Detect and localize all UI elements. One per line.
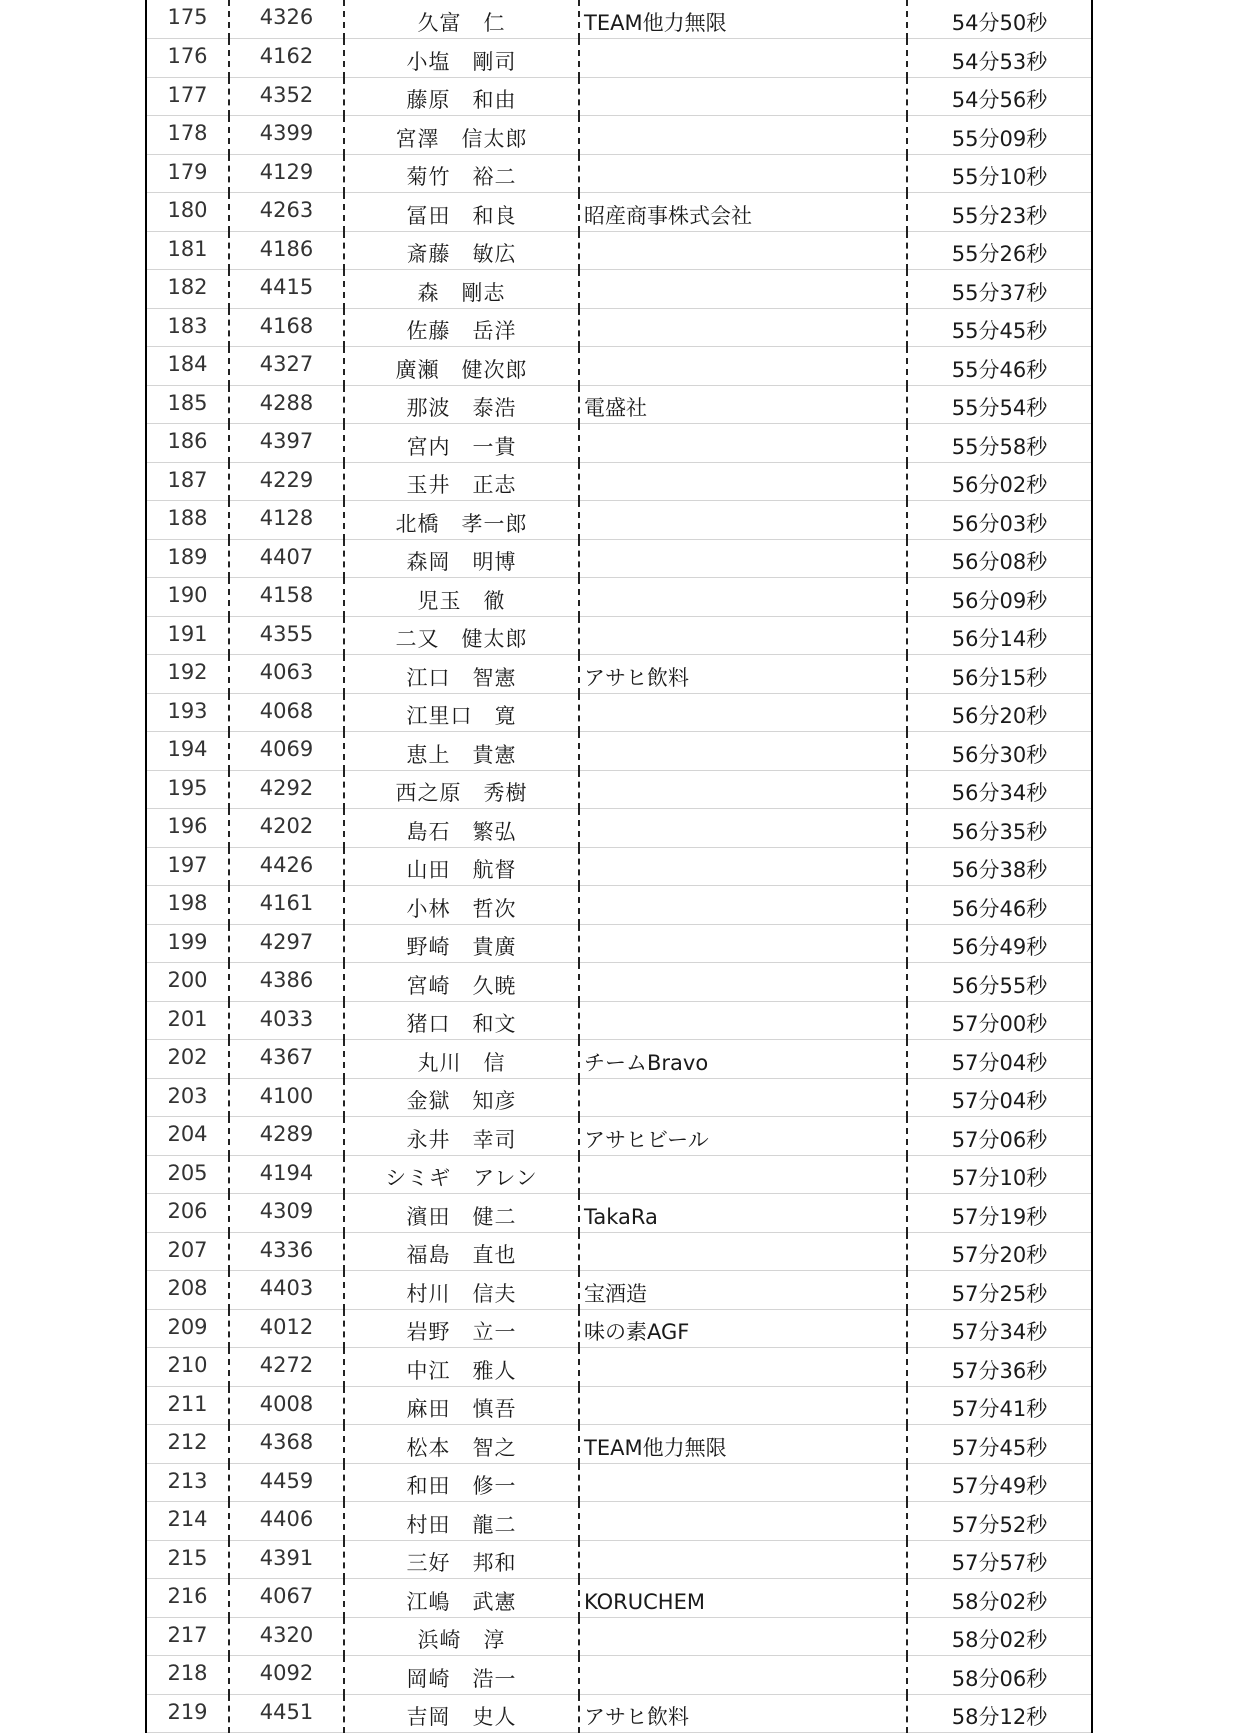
finish-time-cell: 55分10秒 [907, 154, 1091, 193]
table-row [147, 462, 1091, 501]
runner-name-cell: 森 剛志 [344, 270, 579, 309]
bib-number-cell: 4161 [229, 886, 344, 925]
team-name-cell [579, 39, 907, 78]
table-row [147, 847, 1091, 886]
runner-name-cell: 麻田 慎吾 [344, 1386, 579, 1425]
runner-name-cell: 濱田 健二 [344, 1194, 579, 1233]
rank-cell: 200 [147, 963, 229, 1002]
runner-name-cell: 藤原 和由 [344, 77, 579, 116]
runner-name-cell: 福島 直也 [344, 1232, 579, 1271]
finish-time-cell: 56分03秒 [907, 501, 1091, 540]
runner-name-cell: 中江 雅人 [344, 1348, 579, 1387]
table-row [147, 578, 1091, 617]
runner-name-cell: 菊竹 裕二 [344, 154, 579, 193]
bib-number-cell: 4067 [229, 1579, 344, 1618]
table-row [147, 924, 1091, 963]
bib-number-cell: 4352 [229, 77, 344, 116]
team-name-cell [579, 1656, 907, 1695]
rank-cell: 175 [147, 0, 229, 39]
team-name-cell: TEAM他力無限 [579, 1425, 907, 1464]
rank-cell: 199 [147, 924, 229, 963]
table-row [147, 1155, 1091, 1194]
bib-number-cell: 4459 [229, 1463, 344, 1502]
finish-time-cell: 57分04秒 [907, 1040, 1091, 1079]
team-name-cell: TEAM他力無限 [579, 0, 907, 39]
results-sheet [145, 0, 1093, 1733]
rank-cell: 194 [147, 732, 229, 771]
finish-time-cell: 54分53秒 [907, 39, 1091, 78]
table-row [147, 963, 1091, 1002]
bib-number-cell: 4186 [229, 231, 344, 270]
team-name-cell [579, 462, 907, 501]
team-name-cell [579, 963, 907, 1002]
runner-name-cell: 丸川 信 [344, 1040, 579, 1079]
table-row [147, 1656, 1091, 1695]
rank-cell: 213 [147, 1463, 229, 1502]
bib-number-cell: 4100 [229, 1078, 344, 1117]
team-name-cell: アサヒ飲料 [579, 1694, 907, 1733]
table-row [147, 154, 1091, 193]
finish-time-cell: 56分38秒 [907, 847, 1091, 886]
rank-cell: 210 [147, 1348, 229, 1387]
table-row [147, 1078, 1091, 1117]
rank-cell: 178 [147, 116, 229, 155]
team-name-cell: 味の素AGF [579, 1309, 907, 1348]
bib-number-cell: 4263 [229, 193, 344, 232]
table-row [147, 347, 1091, 386]
team-name-cell [579, 1617, 907, 1656]
rank-cell: 209 [147, 1309, 229, 1348]
bib-number-cell: 4368 [229, 1425, 344, 1464]
runner-name-cell: 村川 信夫 [344, 1271, 579, 1310]
finish-time-cell: 57分36秒 [907, 1348, 1091, 1387]
finish-time-cell: 56分49秒 [907, 924, 1091, 963]
runner-name-cell: 江嶋 武憲 [344, 1579, 579, 1618]
table-row [147, 732, 1091, 771]
bib-number-cell: 4158 [229, 578, 344, 617]
runner-name-cell: 野崎 貴廣 [344, 924, 579, 963]
bib-number-cell: 4355 [229, 616, 344, 655]
runner-name-cell: 小塩 剛司 [344, 39, 579, 78]
table-row [147, 1232, 1091, 1271]
team-name-cell [579, 1155, 907, 1194]
bib-number-cell: 4451 [229, 1694, 344, 1733]
team-name-cell [579, 578, 907, 617]
bib-number-cell: 4397 [229, 424, 344, 463]
rank-cell: 190 [147, 578, 229, 617]
finish-time-cell: 56分46秒 [907, 886, 1091, 925]
rank-cell: 207 [147, 1232, 229, 1271]
bib-number-cell: 4320 [229, 1617, 344, 1656]
finish-time-cell: 55分26秒 [907, 231, 1091, 270]
finish-time-cell: 55分45秒 [907, 308, 1091, 347]
rank-cell: 219 [147, 1694, 229, 1733]
finish-time-cell: 57分57秒 [907, 1540, 1091, 1579]
rank-cell: 197 [147, 847, 229, 886]
bib-number-cell: 4406 [229, 1502, 344, 1541]
rank-cell: 211 [147, 1386, 229, 1425]
table-row [147, 1194, 1091, 1233]
table-row [147, 308, 1091, 347]
runner-name-cell: 二又 健太郎 [344, 616, 579, 655]
rank-cell: 191 [147, 616, 229, 655]
finish-time-cell: 57分10秒 [907, 1155, 1091, 1194]
rank-cell: 189 [147, 539, 229, 578]
rank-cell: 184 [147, 347, 229, 386]
rank-cell: 215 [147, 1540, 229, 1579]
bib-number-cell: 4129 [229, 154, 344, 193]
runner-name-cell: 吉岡 史人 [344, 1694, 579, 1733]
table-row [147, 886, 1091, 925]
table-row [147, 270, 1091, 309]
finish-time-cell: 57分52秒 [907, 1502, 1091, 1541]
team-name-cell [579, 308, 907, 347]
rank-cell: 185 [147, 385, 229, 424]
table-row [147, 39, 1091, 78]
rank-cell: 205 [147, 1155, 229, 1194]
team-name-cell [579, 231, 907, 270]
rank-cell: 193 [147, 693, 229, 732]
bib-number-cell: 4168 [229, 308, 344, 347]
table-row [147, 1579, 1091, 1618]
finish-time-cell: 56分35秒 [907, 809, 1091, 848]
bib-number-cell: 4068 [229, 693, 344, 732]
team-name-cell [579, 1348, 907, 1387]
finish-time-cell: 56分14秒 [907, 616, 1091, 655]
bib-number-cell: 4415 [229, 270, 344, 309]
finish-time-cell: 55分58秒 [907, 424, 1091, 463]
team-name-cell: 電盛社 [579, 385, 907, 424]
runner-name-cell: 小林 哲次 [344, 886, 579, 925]
finish-time-cell: 57分19秒 [907, 1194, 1091, 1233]
runner-name-cell: 玉井 正志 [344, 462, 579, 501]
team-name-cell [579, 886, 907, 925]
table-row [147, 693, 1091, 732]
runner-name-cell: 永井 幸司 [344, 1117, 579, 1156]
team-name-cell [579, 1001, 907, 1040]
finish-time-cell: 55分54秒 [907, 385, 1091, 424]
team-name-cell [579, 616, 907, 655]
bib-number-cell: 4288 [229, 385, 344, 424]
runner-name-cell: 宮内 一貴 [344, 424, 579, 463]
rank-cell: 183 [147, 308, 229, 347]
bib-number-cell: 4069 [229, 732, 344, 771]
team-name-cell: 昭産商事株式会社 [579, 193, 907, 232]
finish-time-cell: 57分25秒 [907, 1271, 1091, 1310]
bib-number-cell: 4194 [229, 1155, 344, 1194]
table-row [147, 385, 1091, 424]
finish-time-cell: 57分45秒 [907, 1425, 1091, 1464]
team-name-cell [579, 809, 907, 848]
team-name-cell [579, 501, 907, 540]
team-name-cell [579, 1502, 907, 1541]
bib-number-cell: 4327 [229, 347, 344, 386]
rank-cell: 181 [147, 231, 229, 270]
bib-number-cell: 4309 [229, 1194, 344, 1233]
finish-time-cell: 56分30秒 [907, 732, 1091, 771]
rank-cell: 216 [147, 1579, 229, 1618]
finish-time-cell: 57分04秒 [907, 1078, 1091, 1117]
table-row [147, 1617, 1091, 1656]
team-name-cell: チームBravo [579, 1040, 907, 1079]
runner-name-cell: 北橋 孝一郎 [344, 501, 579, 540]
bib-number-cell: 4033 [229, 1001, 344, 1040]
rank-cell: 198 [147, 886, 229, 925]
runner-name-cell: 久富 仁 [344, 0, 579, 39]
runner-name-cell: 斎藤 敏広 [344, 231, 579, 270]
finish-time-cell: 55分23秒 [907, 193, 1091, 232]
team-name-cell [579, 154, 907, 193]
bib-number-cell: 4289 [229, 1117, 344, 1156]
runner-name-cell: 村田 龍二 [344, 1502, 579, 1541]
finish-time-cell: 54分56秒 [907, 77, 1091, 116]
table-row [147, 193, 1091, 232]
team-name-cell [579, 770, 907, 809]
table-row [147, 1309, 1091, 1348]
rank-cell: 176 [147, 39, 229, 78]
bib-number-cell: 4292 [229, 770, 344, 809]
table-row [147, 1502, 1091, 1541]
table-row [147, 1540, 1091, 1579]
table-row [147, 116, 1091, 155]
rank-cell: 182 [147, 270, 229, 309]
table-row [147, 770, 1091, 809]
team-name-cell [579, 77, 907, 116]
rank-cell: 177 [147, 77, 229, 116]
runner-name-cell: 和田 修一 [344, 1463, 579, 1502]
bib-number-cell: 4092 [229, 1656, 344, 1695]
finish-time-cell: 57分34秒 [907, 1309, 1091, 1348]
team-name-cell [579, 732, 907, 771]
table-row [147, 809, 1091, 848]
bib-number-cell: 4403 [229, 1271, 344, 1310]
finish-time-cell: 58分12秒 [907, 1694, 1091, 1733]
finish-time-cell: 58分02秒 [907, 1579, 1091, 1618]
runner-name-cell: 宮崎 久暁 [344, 963, 579, 1002]
finish-time-cell: 57分06秒 [907, 1117, 1091, 1156]
results-table [147, 0, 1091, 1733]
bib-number-cell: 4367 [229, 1040, 344, 1079]
finish-time-cell: 57分00秒 [907, 1001, 1091, 1040]
runner-name-cell: 佐藤 岳洋 [344, 308, 579, 347]
bib-number-cell: 4336 [229, 1232, 344, 1271]
rank-cell: 195 [147, 770, 229, 809]
runner-name-cell: 岡崎 浩一 [344, 1656, 579, 1695]
team-name-cell [579, 424, 907, 463]
team-name-cell [579, 1540, 907, 1579]
team-name-cell: TakaRa [579, 1194, 907, 1233]
team-name-cell [579, 1232, 907, 1271]
table-row [147, 1694, 1091, 1733]
runner-name-cell: 那波 泰浩 [344, 385, 579, 424]
bib-number-cell: 4012 [229, 1309, 344, 1348]
bib-number-cell: 4063 [229, 655, 344, 694]
bib-number-cell: 4128 [229, 501, 344, 540]
table-row [147, 1040, 1091, 1079]
runner-name-cell: 西之原 秀樹 [344, 770, 579, 809]
rank-cell: 196 [147, 809, 229, 848]
team-name-cell [579, 1078, 907, 1117]
finish-time-cell: 56分55秒 [907, 963, 1091, 1002]
table-row [147, 616, 1091, 655]
runner-name-cell: 江口 智憲 [344, 655, 579, 694]
runner-name-cell: 松本 智之 [344, 1425, 579, 1464]
runner-name-cell: 山田 航督 [344, 847, 579, 886]
rank-cell: 179 [147, 154, 229, 193]
finish-time-cell: 56分08秒 [907, 539, 1091, 578]
team-name-cell [579, 924, 907, 963]
table-row [147, 1463, 1091, 1502]
team-name-cell [579, 539, 907, 578]
table-row [147, 655, 1091, 694]
finish-time-cell: 56分02秒 [907, 462, 1091, 501]
rank-cell: 217 [147, 1617, 229, 1656]
table-row [147, 1001, 1091, 1040]
team-name-cell: KORUCHEM [579, 1579, 907, 1618]
runner-name-cell: 島石 繁弘 [344, 809, 579, 848]
table-row [147, 539, 1091, 578]
table-row [147, 1271, 1091, 1310]
runner-name-cell: 森岡 明博 [344, 539, 579, 578]
bib-number-cell: 4399 [229, 116, 344, 155]
bib-number-cell: 4272 [229, 1348, 344, 1387]
bib-number-cell: 4407 [229, 539, 344, 578]
rank-cell: 187 [147, 462, 229, 501]
team-name-cell [579, 847, 907, 886]
team-name-cell [579, 693, 907, 732]
runner-name-cell: 三好 邦和 [344, 1540, 579, 1579]
table-row [147, 501, 1091, 540]
rank-cell: 186 [147, 424, 229, 463]
rank-cell: 214 [147, 1502, 229, 1541]
bib-number-cell: 4386 [229, 963, 344, 1002]
table-row [147, 1386, 1091, 1425]
finish-time-cell: 56分09秒 [907, 578, 1091, 617]
finish-time-cell: 55分37秒 [907, 270, 1091, 309]
finish-time-cell: 58分06秒 [907, 1656, 1091, 1695]
finish-time-cell: 54分50秒 [907, 0, 1091, 39]
team-name-cell: 宝酒造 [579, 1271, 907, 1310]
bib-number-cell: 4162 [229, 39, 344, 78]
runner-name-cell: 児玉 徹 [344, 578, 579, 617]
runner-name-cell: 廣瀬 健次郎 [344, 347, 579, 386]
finish-time-cell: 56分34秒 [907, 770, 1091, 809]
table-row [147, 0, 1091, 39]
bib-number-cell: 4297 [229, 924, 344, 963]
rank-cell: 203 [147, 1078, 229, 1117]
bib-number-cell: 4326 [229, 0, 344, 39]
runner-name-cell: 岩野 立一 [344, 1309, 579, 1348]
rank-cell: 206 [147, 1194, 229, 1233]
rank-cell: 180 [147, 193, 229, 232]
team-name-cell [579, 347, 907, 386]
finish-time-cell: 57分41秒 [907, 1386, 1091, 1425]
team-name-cell: アサヒビール [579, 1117, 907, 1156]
table-row [147, 231, 1091, 270]
bib-number-cell: 4391 [229, 1540, 344, 1579]
bib-number-cell: 4229 [229, 462, 344, 501]
runner-name-cell: 宮澤 信太郎 [344, 116, 579, 155]
team-name-cell: アサヒ飲料 [579, 655, 907, 694]
table-row [147, 1425, 1091, 1464]
bib-number-cell: 4426 [229, 847, 344, 886]
table-row [147, 1348, 1091, 1387]
bib-number-cell: 4008 [229, 1386, 344, 1425]
runner-name-cell: 冨田 和良 [344, 193, 579, 232]
finish-time-cell: 56分15秒 [907, 655, 1091, 694]
finish-time-cell: 56分20秒 [907, 693, 1091, 732]
results-table-body [147, 0, 1091, 1733]
runner-name-cell: 金獄 知彦 [344, 1078, 579, 1117]
table-row [147, 1117, 1091, 1156]
runner-name-cell: 恵上 貴憲 [344, 732, 579, 771]
bib-number-cell: 4202 [229, 809, 344, 848]
rank-cell: 202 [147, 1040, 229, 1079]
rank-cell: 201 [147, 1001, 229, 1040]
runner-name-cell: 浜崎 淳 [344, 1617, 579, 1656]
finish-time-cell: 57分20秒 [907, 1232, 1091, 1271]
runner-name-cell: シミギ アレン [344, 1155, 579, 1194]
finish-time-cell: 55分09秒 [907, 116, 1091, 155]
team-name-cell [579, 1386, 907, 1425]
rank-cell: 218 [147, 1656, 229, 1695]
finish-time-cell: 57分49秒 [907, 1463, 1091, 1502]
finish-time-cell: 58分02秒 [907, 1617, 1091, 1656]
rank-cell: 212 [147, 1425, 229, 1464]
team-name-cell [579, 116, 907, 155]
finish-time-cell: 55分46秒 [907, 347, 1091, 386]
team-name-cell [579, 270, 907, 309]
runner-name-cell: 江里口 寛 [344, 693, 579, 732]
table-row [147, 424, 1091, 463]
rank-cell: 204 [147, 1117, 229, 1156]
team-name-cell [579, 1463, 907, 1502]
rank-cell: 188 [147, 501, 229, 540]
table-row [147, 77, 1091, 116]
rank-cell: 208 [147, 1271, 229, 1310]
runner-name-cell: 猪口 和文 [344, 1001, 579, 1040]
rank-cell: 192 [147, 655, 229, 694]
